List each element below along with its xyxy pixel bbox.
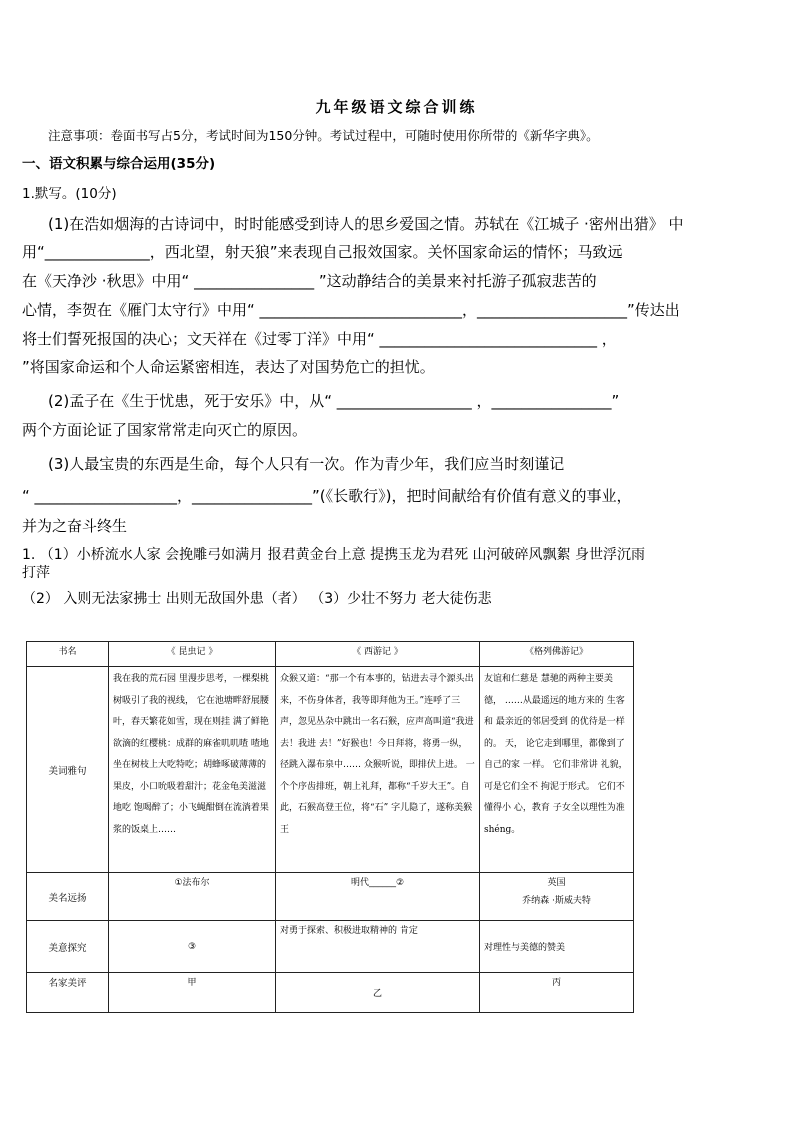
question-line: 在《天净沙 ·秋思》中用“ ________________ ”这动静结合的美景来衬托游子孤寂悲苦的 [22,272,597,290]
exam-notice: 注意事项：卷面书写占5分，考试时间为150分钟。考试过程中，可随时使用你所带的《新华字典》。 [48,128,599,143]
question-line: (2)孟子在《生于忧患，死于安乐》中，从“ __________________ ，________________” [48,392,620,410]
row-label: 美名远扬 [27,873,109,921]
table-cell: 对理性与美德的赞美 [480,921,634,973]
row-label: 名家美评 [27,973,109,1013]
question-line: 并为之奋斗终生 [22,517,128,535]
country-text: 英国 [547,878,566,888]
question-line: 两个方面论证了国家常常走向灭亡的原因。 [22,421,308,439]
table-cell: 众猴又道：“那一个有本事的，钻进去寻个源头出来，不伤身体者，我等即拜他为王。”连呼了三声，忽见丛杂中跳出一名石猴，应声高叫道“我进去！我进 去！”好猴也！今日拜将，将勇一纵， 径跳入瀑布泉中…… 众猴听说，即排伏上进。 一个个序齿排班，朝上礼拜，都称“千岁大王”。自此，石猴高登王位，将“石” 字儿隐了，遂称美猴王 [276,667,480,873]
question-1-heading: 1.默写。(10分) [22,186,117,202]
table-header-row [27,642,634,667]
table-cell: ①法布尔 [109,873,276,921]
table-cell: ③ [109,921,276,973]
table-cell: 对勇于探索、积极进取精神的 肯定 [276,921,480,973]
question-line: (1)在浩如烟海的古诗词中，时时能感受到诗人的思乡爱国之情。苏轼在《江城子 ·密州出猎》 中 [48,215,684,233]
question-line: ”将国家命运和个人命运紧密相连，表达了对国势危亡的担忧。 [22,358,435,376]
table-cell: 我在我的荒石园 里漫步思考，一棵梨桃 树吸引了我的视线， 它在池塘畔舒展腰叶，春天繁花如雪，现在则挂 满了鲜艳欲滴的红樱桃：成群的麻雀叽叽喳 喳地坐在树枝上大吃特吃；胡蜂啄破薄薄的果皮，小口吮吸着甜汁；花金龟美滋滋地吃 饱喝醉了；小飞蝇酣倒在流淌着果浆的饭桌上…… [109,667,276,873]
table-cell: 丙 [480,973,634,1013]
section-heading: 一、语文积累与综合运用(35分) [22,156,216,172]
table-row [27,667,634,873]
row-label: 美意探究 [27,921,109,973]
table-row [27,873,634,921]
table-header-cell: 书名 [27,642,109,667]
table-cell: 明代______② [276,873,480,921]
question-line: (3)人最宝贵的东西是生命，每个人只有一次。作为青少年，我们应当时刻谨记 [48,455,565,473]
table-cell: 友谊和仁慈是 慧驰的两种主要美 德， ……从最遥远的地方来的 生客和 最亲近的邻居受到 的优待是一样的。 天， 论它走到哪里，都像到了自己的家 一样。 它们非常讲 礼貌， 可是它们全不 拘泥于形式。 它们不懂得小 心，教育 子女全以理性为准 shénɡ。 [480,667,634,873]
table-cell [480,873,634,921]
row-label: 美词雅句 [27,667,109,873]
table-header-cell: 《 昆虫记 》 [109,642,276,667]
question-line: 将士们誓死报国的决心；文天祥在《过零丁洋》中用“ _____________________________ ， [22,330,617,348]
reading-table [26,641,634,1013]
table-header-cell: 《格列佛游记》 [480,642,634,667]
question-line: 用“______________，西北望，射天狼”来表现自己报效国家。关怀国家命运的情怀；马致远 [22,243,623,261]
table-row [27,973,634,1013]
table-row [27,921,634,973]
question-line: 心情，李贺在《雁门太守行》中用“ ___________________________，____________________”传达出 [22,301,680,319]
answer-line: 打萍 [22,565,50,581]
author-text: 乔纳森 ·斯威夫特 [522,896,591,906]
answer-line: （2） 入则无法家拂士 出则无敌国外患（者） （3）少壮不努力 老大徒伤悲 [22,591,492,607]
table-cell: 乙 [276,973,480,1013]
answer-line: 1. （1）小桥流水人家 会挽雕弓如满月 报君黄金台上意 提携玉龙为君死 山河破碎风飘絮 身世浮沉雨 [22,547,645,563]
table-header-cell: 《 西游记 》 [276,642,480,667]
question-line: “ ___________________，________________”(《长歌行》)，把时间献给有价值有意义的事业， [22,487,632,505]
table-cell: 甲 [109,973,276,1013]
page-title: 九年级语文综合训练 [315,98,478,116]
